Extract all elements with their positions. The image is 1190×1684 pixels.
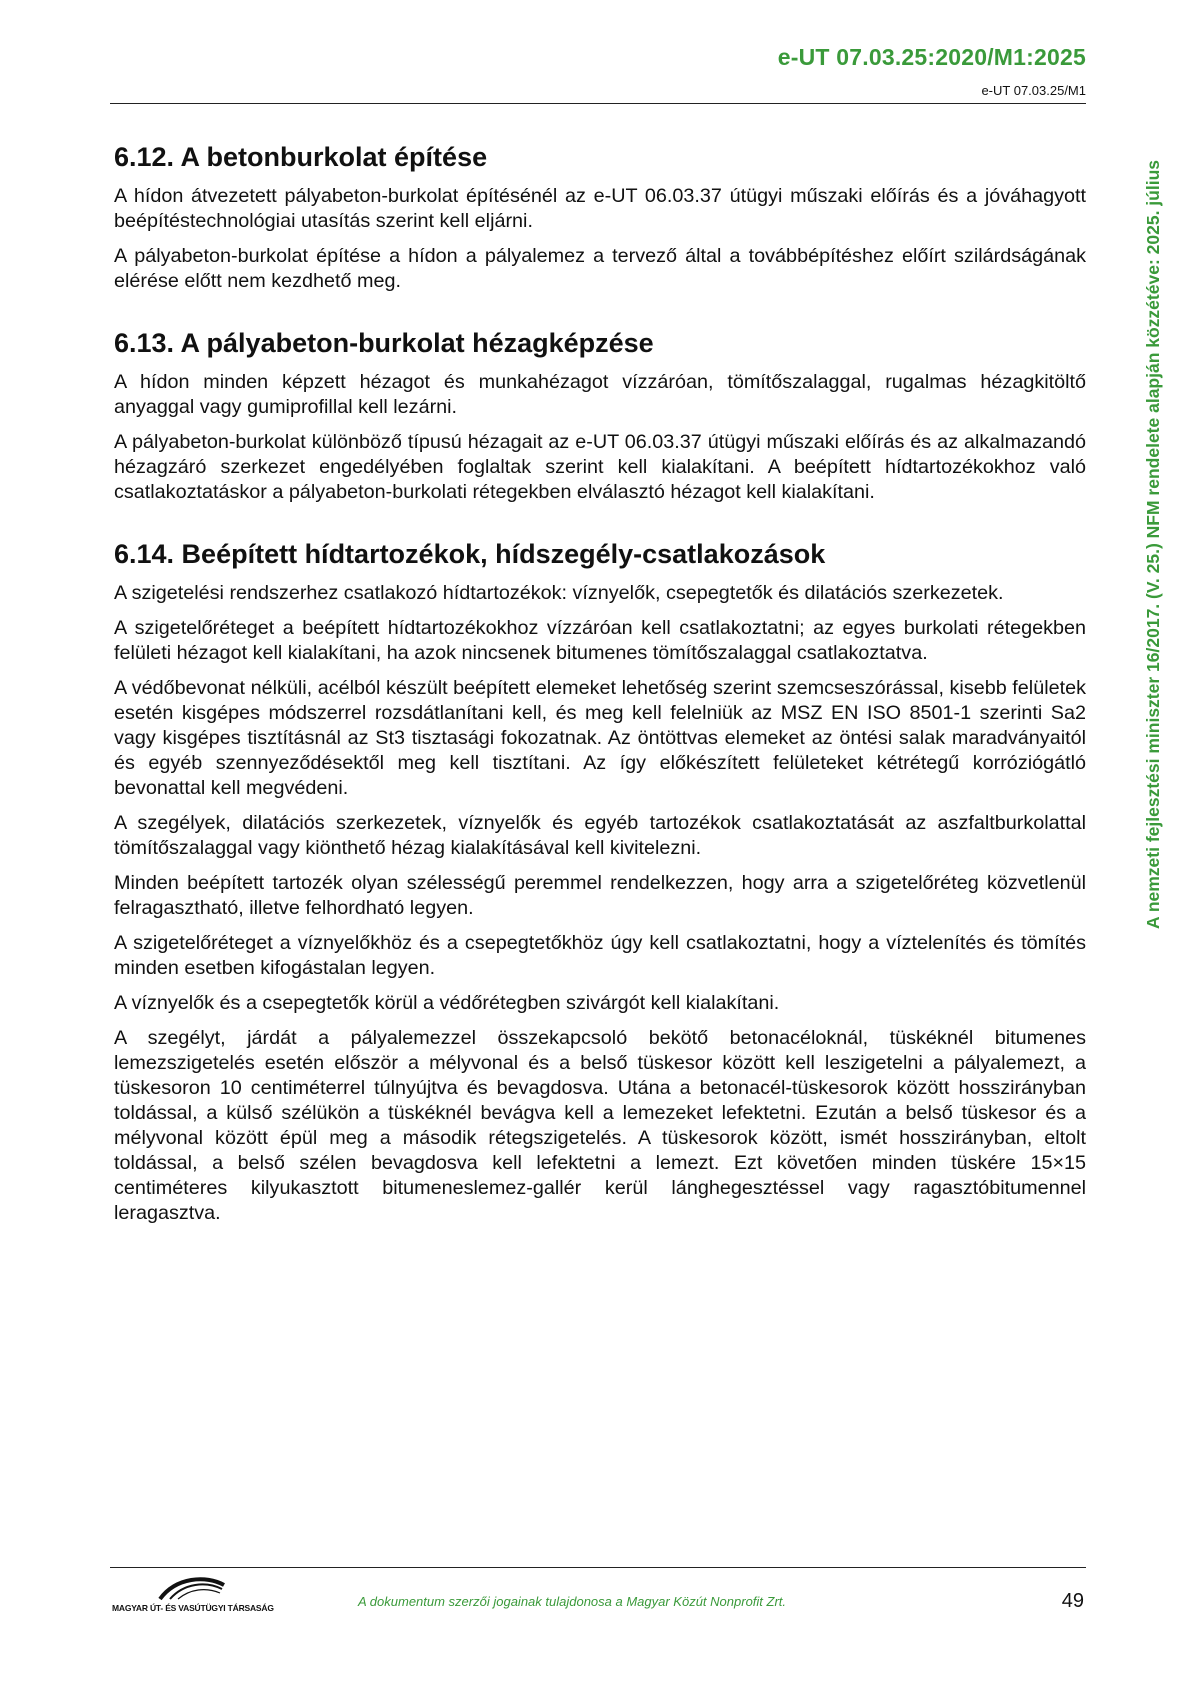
section-6-12 — [114, 140, 1086, 294]
document-code: e-UT 07.03.25:2020/M1:2025 — [777, 44, 1086, 70]
document-subcode: e-UT 07.03.25/M1 — [981, 83, 1086, 98]
page-number: 49 — [1061, 1590, 1084, 1612]
paragraph: A szegélyt, járdát a pályalemezzel összekapcsoló bekötő betonacéloknál, tüskéknél bitumenes lemezszigetelés esetén először a mélyvonal és a belső tüskesor között kell leszigetelni a pályalemezt, a tüskesoron 10 centiméterrel túlnyújtva és bevagdosva. Utána a betonacél-tüskesorok között hosszirányban toldással, a külső szélükön a tüskéknél bevágva kell a lemezeket lefektetni. Ezután a belső tüskesor és a mélyvonal között épül meg a második rétegszigetelés. A tüskesorok között, ismét hosszirányban, eltolt toldással, a belső szélen bevagdosva kell lefektetni a lemezt. Ezt követően minden tüskére 15×15 centiméteres kilyukasztott bitumeneslemez-gallér kerül lánghegesztéssel vagy ragasztóbitumennel leragasztva. — [114, 1027, 1086, 1224]
paragraph: A hídon minden képzett hézagot és munkahézagot vízzáróan, tömítőszalaggal, rugalmas hézagkitöltő anyaggal vagy gumiprofillal kell lezárni. — [114, 371, 1086, 418]
paragraph: A pályabeton-burkolat különböző típusú hézagait az e-UT 06.03.37 útügyi műszaki előírás és az alkalmazandó hézagzáró szerkezet engedélyében foglaltak szerint kell kialakítani. A beépített hídtartozékokhoz való csatlakoztatáskor a pályabeton-burkolati rétegekben elválasztó hézagot kell kialakítani. — [114, 431, 1086, 503]
section-heading: 6.13. A pályabeton-burkolat hézagképzése — [114, 328, 654, 358]
paragraph: A víznyelők és a csepegtetők körül a védőrétegben szivárgót kell kialakítani. — [114, 992, 780, 1014]
paragraph: A szigetelési rendszerhez csatlakozó hídtartozékok: víznyelők, csepegtetők és dilatációs szerkezetek. — [114, 582, 1004, 604]
section-heading: 6.12. A betonburkolat építése — [114, 142, 488, 172]
paragraph: Minden beépített tartozék olyan szélességű peremmel rendelkezzen, hogy arra a szigetelőréteg közvetlenül felragasztható, illetve felhordható legyen. — [114, 872, 1086, 919]
paragraph: A szigetelőréteget a víznyelőkhöz és a csepegtetőkhöz úgy kell csatlakoztatni, hogy a víztelenítés és tömítés minden esetben kifogástalan legyen. — [114, 932, 1086, 979]
header-divider — [110, 103, 1086, 104]
section-heading: 6.14. Beépített hídtartozékok, hídszegély-csatlakozások — [114, 539, 826, 569]
paragraph: A szigetelőréteget a beépített hídtartozékokhoz vízzáróan kell csatlakoztatni; az egyes burkolati rétegekben felületi hézagot kell kialakítani, ha azok nincsenek bitumenes tömítőszalaggal csatlakoztatva. — [114, 617, 1086, 664]
footer-divider — [110, 1567, 1086, 1568]
road-arc-icon — [156, 1573, 226, 1603]
paragraph: A pályabeton-burkolat építése a hídon a pályalemez a tervező által a továbbépítéshez előírt szilárdságának elérése előtt nem kezdhető meg. — [114, 245, 1086, 292]
paragraph: A védőbevonat nélküli, acélból készült beépített elemeket lehetőség szerint szemcseszórással, kisebb felületek esetén kisgépes módszerrel rozsdátlanítani kell, és meg kell felelniük az MSZ EN ISO 8501-1 szerinti Sa2 vagy kisgépes tisztításnál az St3 tisztasági fokozatnak. Az öntöttvas elemeket az öntési salak maradványaitól és egyéb szennyeződésektől meg kell tisztítani. Az így előkészített felületeket kétrétegű korróziógátló bevonattal kell megvédeni. — [114, 677, 1086, 799]
publication-side-note: A nemzeti fejlesztési miniszter 16/2017. (V. 25.) NFM rendelete alapján közzétéve: 2025. július — [1143, 160, 1163, 930]
paragraph: A szegélyek, dilatációs szerkezetek, víznyelők és egyéb tartozékok csatlakoztatását az aszfaltburkolattal tömítőszalaggal vagy kiönthető hézag kialakításával kell kivitelezni. — [114, 812, 1086, 859]
copyright-note: A dokumentum szerzői jogainak tulajdonosa a Magyar Közút Nonprofit Zrt. — [358, 1594, 787, 1609]
page-content — [114, 140, 1086, 1258]
paragraph: A hídon átvezetett pályabeton-burkolat építésénél az e-UT 06.03.37 útügyi műszaki előírás és a jóváhagyott beépítéstechnológiai utasítás szerint kell eljárni. — [114, 185, 1086, 232]
section-6-13 — [114, 326, 1086, 505]
logo-text: MAGYAR ÚT- ÉS VASÚTÜGYI TÁRSASÁG — [112, 1603, 274, 1613]
section-6-14 — [114, 537, 1086, 1226]
society-logo — [112, 1573, 274, 1619]
